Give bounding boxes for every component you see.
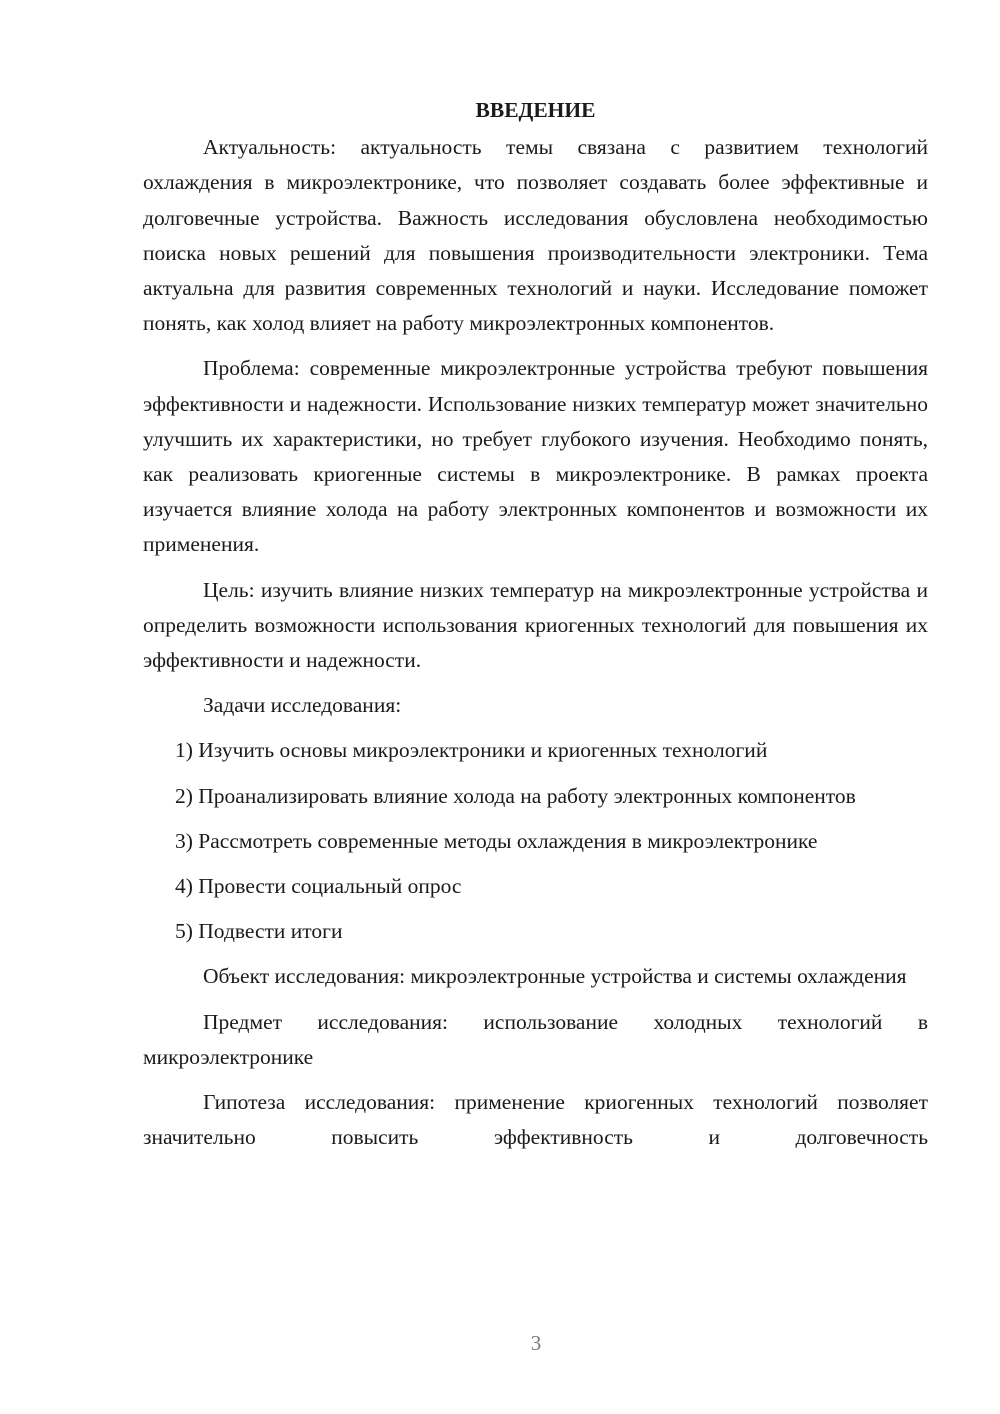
paragraph-subject: Предмет исследования: использование холодных технологий в микроэлектронике: [143, 1009, 928, 1069]
task-item-3: 3) Рассмотреть современные методы охлаждения в микроэлектронике: [175, 828, 818, 853]
paragraph-object: Объект исследования: микроэлектронные устройства и системы охлаждения: [203, 964, 907, 989]
page-number: 3: [530, 1331, 542, 1355]
task-item-2: 2) Проанализировать влияние холода на работу электронных компонентов: [175, 783, 856, 808]
tasks-title: Задачи исследования:: [203, 693, 402, 718]
paragraph-relevance: Актуальность: актуальность темы связана с развитием технологий охлаждения в микроэлектронике, что позволяет создавать более эффективные и долговечные устройства. Важность исследования обусловлена необходимостью поиска новых решений для повышения производительности электроники. Тема актуальна для развития современных технологий и науки. Исследование поможет понять, как холод влияет на работу микроэлектронных компонентов.: [143, 135, 928, 336]
paragraph-problem: Проблема: современные микроэлектронные устройства требуют повышения эффективности и надежности. Использование низких температур может значительно улучшить их характеристики, но требует глубокого изучения. Необходимо понять, как реализовать криогенные системы в микроэлектронике. В рамках проекта изучается влияние холода на работу электронных компонентов и возможности их применения.: [143, 356, 928, 557]
paragraph-hypothesis: Гипотеза исследования: применение криогенных технологий позволяет значительно повысить эффективность и долговечность: [143, 1090, 928, 1150]
task-item-5: 5) Подвести итоги: [175, 919, 343, 944]
document-page: [143, 93, 928, 1155]
page-title: ВВЕДЕНИЕ: [475, 98, 596, 122]
task-item-4: 4) Провести социальный опрос: [175, 874, 462, 899]
paragraph-goal: Цель: изучить влияние низких температур на микроэлектронные устройства и определить возможности использования криогенных технологий для повышения их эффективности и надежности.: [143, 577, 928, 673]
task-item-1: 1) Изучить основы микроэлектроники и криогенных технологий: [175, 738, 768, 763]
